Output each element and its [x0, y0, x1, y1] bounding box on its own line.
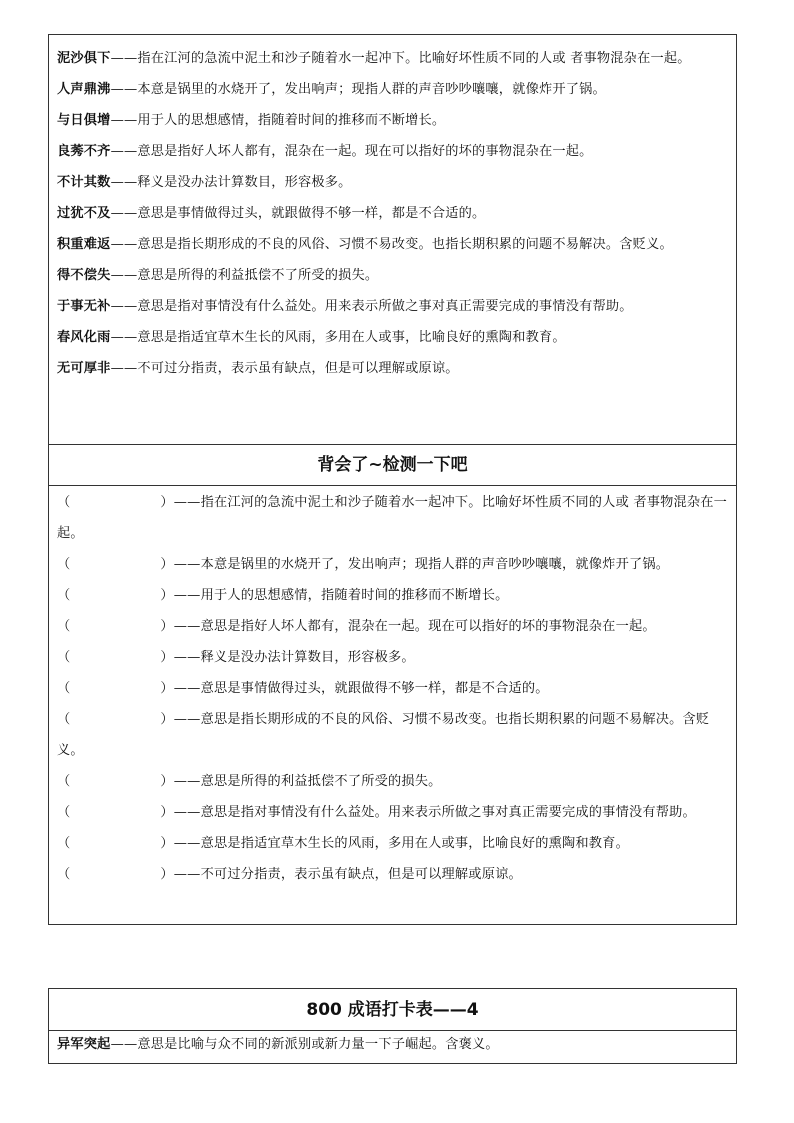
close-paren-dash: ）——	[160, 836, 201, 851]
dash-separator: ——	[110, 237, 138, 252]
idiom-term: 积重难返	[57, 237, 111, 252]
definition-item	[57, 74, 728, 105]
definition-item	[57, 43, 728, 74]
open-paren: （	[57, 774, 71, 789]
checkin-table-4	[48, 988, 737, 1064]
close-paren-dash: ）——	[160, 712, 201, 727]
idiom-definition: 意思是所得的利益抵偿不了所受的损失。	[137, 268, 379, 283]
idiom-term: 得不偿失	[57, 268, 111, 283]
idiom-term: 与日俱增	[57, 113, 111, 128]
quiz-definition: 释义是没办法计算数目，形容极多。	[200, 650, 415, 665]
dash-separator: ——	[110, 299, 138, 314]
idiom-definitions-box	[48, 34, 737, 445]
open-paren: （	[57, 650, 71, 665]
definition-item	[57, 229, 728, 260]
quiz-definition: 意思是指长期形成的不良的风俗、习惯不易改变。也指长期积累的问题不易解决。含贬义。	[57, 712, 710, 758]
quiz-item	[57, 704, 728, 766]
idiom-definition: 意思是比喻与众不同的新派别或新力量一下子崛起。含褒义。	[137, 1037, 499, 1052]
definition-item	[49, 1031, 736, 1059]
open-paren: （	[57, 867, 71, 882]
idiom-term: 不计其数	[57, 175, 111, 190]
definition-item	[57, 322, 728, 353]
definition-item	[57, 198, 728, 229]
quiz-item	[57, 859, 728, 890]
open-paren: （	[57, 588, 71, 603]
quiz-box	[48, 444, 737, 925]
idiom-definition: 意思是事情做得过头，就跟做得不够一样，都是不合适的。	[137, 206, 486, 221]
idiom-term: 无可厚非	[57, 361, 111, 376]
open-paren: （	[57, 619, 71, 634]
quiz-title: 背会了~检测一下吧	[49, 445, 736, 486]
idiom-definition: 指在江河的急流中泥土和沙子随着水一起冲下。比喻好坏性质不同的人或 者事物混杂在一起。	[137, 51, 691, 66]
close-paren-dash: ）——	[160, 867, 201, 882]
quiz-item	[57, 828, 728, 859]
close-paren-dash: ）——	[160, 619, 201, 634]
idiom-definition: 意思是指适宜草木生长的风雨，多用在人或事，比喻良好的熏陶和教育。	[137, 330, 566, 345]
idiom-term: 泥沙俱下	[57, 51, 111, 66]
quiz-definition: 意思是指对事情没有什么益处。用来表示所做之事对真正需要完成的事情没有帮助。	[200, 805, 696, 820]
dash-separator: ——	[110, 206, 138, 221]
quiz-definition: 意思是指好人坏人都有，混杂在一起。现在可以指好的坏的事物混杂在一起。	[200, 619, 656, 634]
quiz-definition: 意思是所得的利益抵偿不了所受的损失。	[200, 774, 442, 789]
idiom-definition: 意思是指对事情没有什么益处。用来表示所做之事对真正需要完成的事情没有帮助。	[137, 299, 633, 314]
quiz-item	[57, 487, 728, 549]
quiz-item	[57, 611, 728, 642]
quiz-definition: 本意是锅里的水烧开了，发出响声；现指人群的声音吵吵嚷嚷，就像炸开了锅。	[200, 557, 670, 572]
dash-separator: ——	[110, 1037, 138, 1052]
open-paren: （	[57, 495, 71, 510]
quiz-definition: 意思是指适宜草木生长的风雨，多用在人或事，比喻良好的熏陶和教育。	[200, 836, 629, 851]
open-paren: （	[57, 681, 71, 696]
idiom-term: 过犹不及	[57, 206, 111, 221]
quiz-list	[49, 486, 736, 890]
quiz-definition: 用于人的思想感情，指随着时间的推移而不断增长。	[200, 588, 509, 603]
definition-item	[57, 167, 728, 198]
dash-separator: ——	[110, 175, 138, 190]
dash-separator: ——	[110, 51, 138, 66]
open-paren: （	[57, 712, 71, 727]
dash-separator: ——	[110, 361, 138, 376]
close-paren-dash: ）——	[160, 588, 201, 603]
idiom-definition: 用于人的思想感情，指随着时间的推移而不断增长。	[137, 113, 446, 128]
idiom-term: 异军突起	[57, 1037, 111, 1052]
quiz-item	[57, 642, 728, 673]
idiom-definition: 不可过分指责，表示虽有缺点，但是可以理解或原谅。	[137, 361, 459, 376]
idiom-definition: 意思是指好人坏人都有，混杂在一起。现在可以指好的坏的事物混杂在一起。	[137, 144, 593, 159]
open-paren: （	[57, 836, 71, 851]
quiz-item	[57, 766, 728, 797]
quiz-item	[57, 797, 728, 828]
quiz-item	[57, 580, 728, 611]
close-paren-dash: ）——	[160, 681, 201, 696]
close-paren-dash: ）——	[160, 495, 201, 510]
quiz-definition: 意思是事情做得过头，就跟做得不够一样，都是不合适的。	[200, 681, 549, 696]
idiom-term: 人声鼎沸	[57, 82, 111, 97]
idiom-term: 于事无补	[57, 299, 111, 314]
idiom-term: 良莠不齐	[57, 144, 111, 159]
idiom-definition: 意思是指长期形成的不良的风俗、习惯不易改变。也指长期积累的问题不易解决。含贬义。	[137, 237, 673, 252]
open-paren: （	[57, 805, 71, 820]
close-paren-dash: ）——	[160, 805, 201, 820]
dash-separator: ——	[110, 330, 138, 345]
dash-separator: ——	[110, 113, 138, 128]
definition-item	[57, 105, 728, 136]
idiom-definition: 本意是锅里的水烧开了，发出响声；现指人群的声音吵吵嚷嚷，就像炸开了锅。	[137, 82, 606, 97]
definition-item	[57, 353, 728, 384]
definition-list	[57, 43, 728, 384]
dash-separator: ——	[110, 144, 138, 159]
definition-item	[57, 136, 728, 167]
definition-item	[57, 260, 728, 291]
quiz-definition: 指在江河的急流中泥土和沙子随着水一起冲下。比喻好坏性质不同的人或 者事物混杂在一起。	[57, 495, 728, 541]
idiom-definition: 释义是没办法计算数目，形容极多。	[137, 175, 352, 190]
quiz-item	[57, 673, 728, 704]
section-title: 800 成语打卡表——4	[49, 989, 736, 1031]
dash-separator: ——	[110, 268, 138, 283]
definition-list-4	[49, 1031, 736, 1059]
close-paren-dash: ）——	[160, 650, 201, 665]
close-paren-dash: ）——	[160, 557, 201, 572]
quiz-item	[57, 549, 728, 580]
close-paren-dash: ）——	[160, 774, 201, 789]
definition-item	[57, 291, 728, 322]
idiom-term: 春风化雨	[57, 330, 111, 345]
dash-separator: ——	[110, 82, 138, 97]
open-paren: （	[57, 557, 71, 572]
quiz-definition: 不可过分指责，表示虽有缺点，但是可以理解或原谅。	[200, 867, 522, 882]
